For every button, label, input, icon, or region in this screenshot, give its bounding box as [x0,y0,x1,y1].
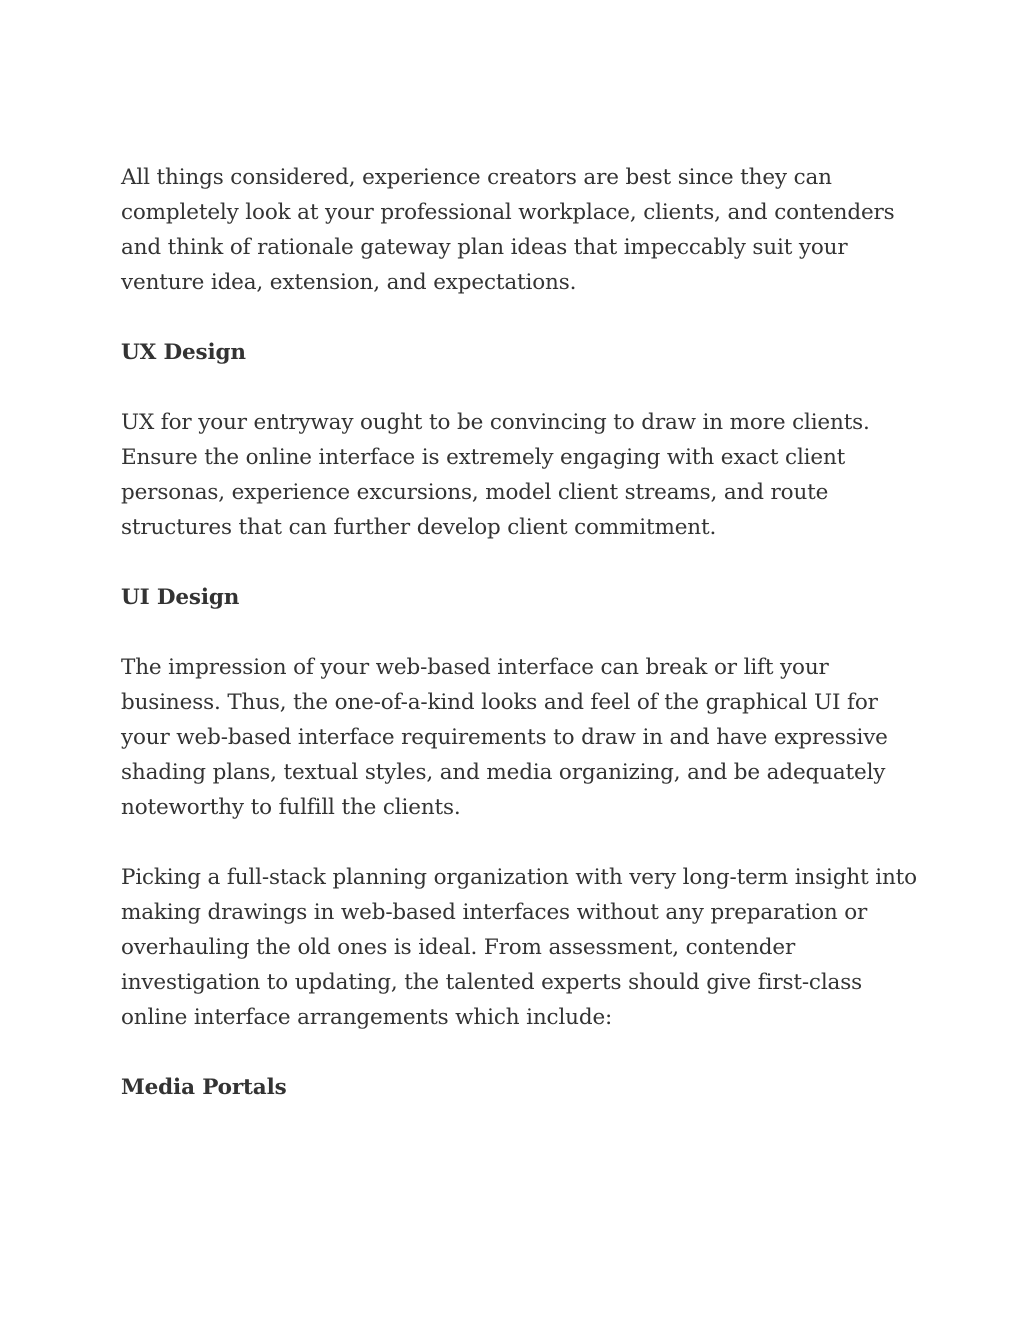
heading-ui-design: UI Design [121,585,240,610]
document-body [121,160,921,1140]
paragraph-ui-design: The impression of your web-based interface can break or lift your business. Thus, the one-of-a-kind looks and feel of the graphical UI for your web-based interface requirements to draw in and have expressive shading plans, textual styles, and media organizing, and be adequately noteworthy to fulfill the clients. [121,655,888,820]
heading-media-portals: Media Portals [121,1075,287,1100]
paragraph-full-stack: Picking a full-stack planning organization with very long-term insight into making drawings in web-based interfaces without any preparation or overhauling the old ones is ideal. From assessment, contender investigation to updating, the talented experts should give first-class online interface arrangements which include: [121,865,917,1030]
paragraph-ux-design: UX for your entryway ought to be convincing to draw in more clients. Ensure the online interface is extremely engaging with exact client personas, experience excursions, model client streams, and route structures that can further develop client commitment. [121,410,870,540]
paragraph-intro: All things considered, experience creators are best since they can completely look at your professional workplace, clients, and contenders and think of rationale gateway plan ideas that impeccably suit your venture idea, extension, and expectations. [121,165,895,295]
heading-ux-design: UX Design [121,340,246,365]
